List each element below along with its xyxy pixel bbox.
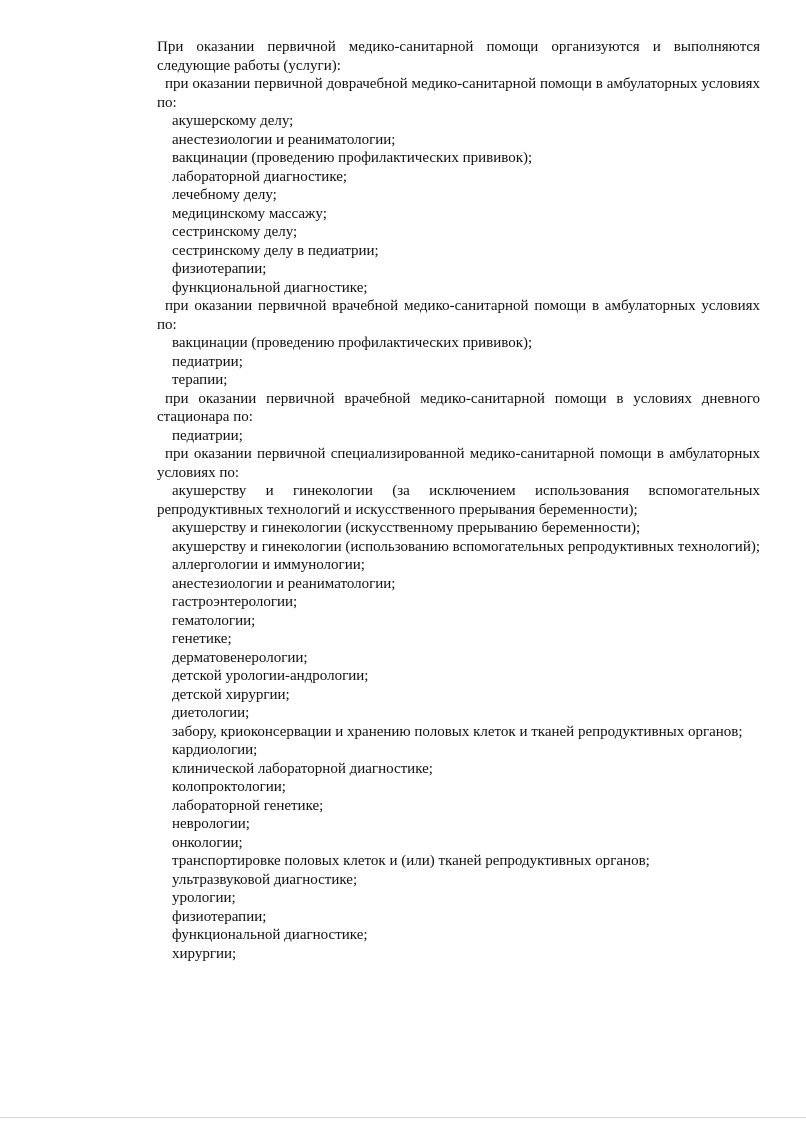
list-item: акушерскому делу; xyxy=(172,113,294,129)
list-item: лабораторной генетике; xyxy=(172,797,324,814)
list-item: педиатрии; xyxy=(172,427,243,444)
list-item: детской хирургии; xyxy=(172,686,290,703)
list-item: физиотерапии; xyxy=(172,908,267,925)
list-item: акушерству и гинекологии (использованию вспомогательных репродуктивных технологий); xyxy=(172,538,761,555)
list-item: забору, криоконсервации и хранению половых клеток и тканей репродуктивных органов; xyxy=(172,723,743,740)
list-item: анестезиологии и реаниматологии; xyxy=(172,575,396,592)
list-item: лабораторной диагностике; xyxy=(172,168,348,185)
list-item: сестринскому делу в педиатрии; xyxy=(172,242,379,259)
list-item: акушерству и гинекологии (за исключением использования вспомогательных репродуктивных технологий и искусственного прерывания беременности); xyxy=(157,483,760,518)
section-heading: при оказании первичной врачебной медико-санитарной помощи в амбулаторных условиях по: xyxy=(157,298,760,333)
intro-paragraph: При оказании первичной медико-санитарной помощи организуются и выполняются следующие работы (услуги): xyxy=(157,39,760,74)
section-heading: при оказании первичной специализированной медико-санитарной помощи в амбулаторных условиях по: xyxy=(157,446,760,481)
list-item: медицинскому массажу; xyxy=(172,205,327,222)
list-item: диетологии; xyxy=(172,705,250,721)
list-item: онкологии; xyxy=(172,834,243,851)
section-heading: при оказании первичной доврачебной медико-санитарной помощи в амбулаторных условиях по: xyxy=(157,76,760,111)
list-item: вакцинации (проведению профилактических прививок); xyxy=(172,335,533,351)
list-item: сестринскому делу; xyxy=(172,224,298,240)
list-item: акушерству и гинекологии (искусственному прерыванию беременности); xyxy=(172,520,641,536)
list-item: гематологии; xyxy=(172,612,256,629)
list-item: клинической лабораторной диагностике; xyxy=(172,760,433,777)
page-bottom-divider xyxy=(0,1117,806,1118)
list-item: кардиологии; xyxy=(172,742,258,758)
list-item: аллергологии и иммунологии; xyxy=(172,557,365,573)
list-item: анестезиологии и реаниматологии; xyxy=(172,131,396,148)
list-item: вакцинации (проведению профилактических прививок); xyxy=(172,150,533,166)
list-item: транспортировке половых клеток и (или) тканей репродуктивных органов; xyxy=(172,853,650,869)
list-item: физиотерапии; xyxy=(172,261,267,277)
list-item: гастроэнтерологии; xyxy=(172,594,298,610)
list-item: ультразвуковой диагностике; xyxy=(172,871,358,888)
list-item: функциональной диагностике; xyxy=(172,279,368,296)
section-heading: при оказании первичной врачебной медико-санитарной помощи в условиях дневного стационара по: xyxy=(157,390,760,425)
list-item: неврологии; xyxy=(172,816,250,832)
list-item: лечебному делу; xyxy=(172,187,277,203)
list-item: колопроктологии; xyxy=(172,779,286,795)
list-item: функциональной диагностике; xyxy=(172,927,368,943)
list-item: генетике; xyxy=(172,631,232,647)
list-item: детской урологии-андрологии; xyxy=(172,668,369,684)
list-item: терапии; xyxy=(172,372,228,388)
document-page xyxy=(157,38,760,963)
list-item: педиатрии; xyxy=(172,353,243,370)
list-item: урологии; xyxy=(172,890,236,906)
list-item: хирургии; xyxy=(172,945,237,962)
list-item: дерматовенерологии; xyxy=(172,649,308,666)
